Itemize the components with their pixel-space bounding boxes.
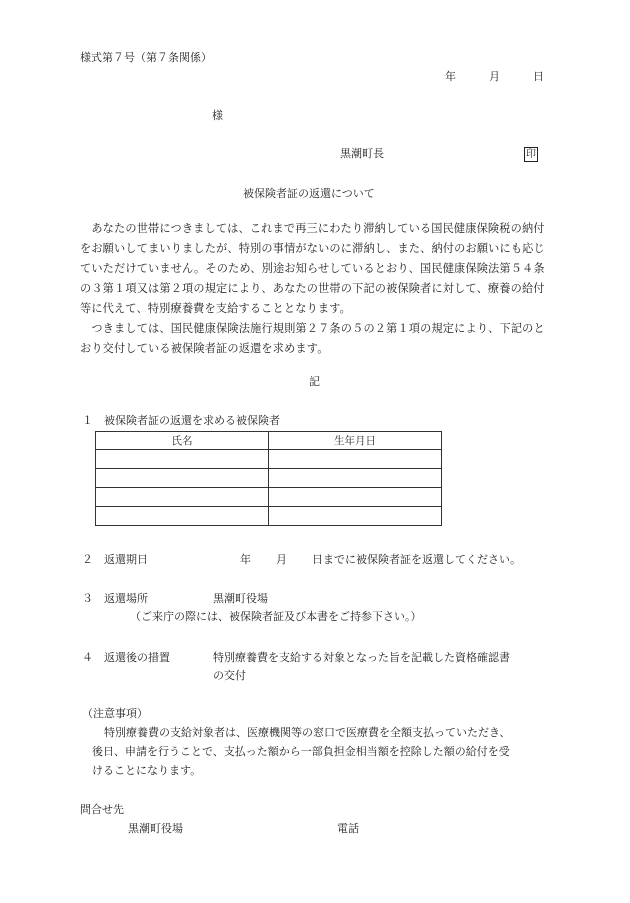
date-day: 日 bbox=[533, 70, 544, 83]
body-paragraph-2: つきましては、国民健康保険法施行規則第２７条の５の２第１項の規定により、下記のとおり交付している被保険者証の返還を求めます。 bbox=[80, 322, 545, 355]
table-header-row bbox=[96, 432, 442, 450]
header-birthdate: 生年月日 bbox=[269, 432, 442, 450]
item2-month: 月 bbox=[276, 553, 287, 566]
item3-number: ３ bbox=[82, 592, 93, 605]
insured-table bbox=[95, 431, 442, 526]
cell-name[interactable] bbox=[96, 507, 269, 526]
item4-number: ４ bbox=[82, 651, 93, 664]
item3-note: （ご来庁の際には、被保険者証及び本書をご持参下さい。） bbox=[130, 610, 422, 623]
date-year: 年 bbox=[445, 70, 456, 83]
item2-number: ２ bbox=[82, 553, 93, 566]
item4-text-line1: 特別療養費を支給する対象となった旨を記載した資格確認書 bbox=[213, 651, 510, 664]
item3-label: 返還場所 bbox=[104, 592, 148, 605]
item3-place: 黒潮町役場 bbox=[213, 592, 268, 605]
sender-title: 黒潮町長 bbox=[340, 147, 384, 160]
item1-number: １ bbox=[82, 414, 93, 427]
seal-mark: 印 bbox=[526, 149, 536, 160]
header-name: 氏名 bbox=[96, 432, 269, 450]
cell-birthdate[interactable] bbox=[269, 507, 442, 526]
item2-year: 年 bbox=[240, 553, 251, 566]
body-paragraph-1: あなたの世帯につきましては、これまで再三にわたり滞納している国民健康保険税の納付をお願いしてまいりましたが、特別の事情がないのに滞納し、また、納付のお願いにも応じていただけていません。そのため、別途お知らせしているとおり、国民健康保険法第５４条の３第１項又は第２項の規定により、あなたの世帯の下記の被保険者に対して、療養の給付等に代えて、特別療養費を支給することとなります。 bbox=[80, 222, 545, 315]
notes-line-2: 後日、申請を行うことで、支払った額から一部負担金相当額を控除した額の給付を受 bbox=[92, 745, 510, 758]
contact-office: 黒潮町役場 bbox=[128, 822, 183, 835]
table-row bbox=[96, 507, 442, 526]
form-number: 様式第７号（第７条関係） bbox=[80, 51, 212, 64]
date-line bbox=[445, 70, 544, 84]
notes-line-1: 特別療養費の支給対象者は、医療機関等の窓口で医療費を全額支払っていただき、 bbox=[104, 726, 511, 739]
addressee-suffix: 様 bbox=[212, 109, 223, 122]
notes-line-3: けることになります。 bbox=[92, 764, 202, 777]
cell-name[interactable] bbox=[96, 488, 269, 507]
notes-heading: （注意事項） bbox=[82, 707, 148, 720]
item4-label: 返還後の措置 bbox=[104, 651, 170, 664]
item2-text: 日までに被保険者証を返還してください。 bbox=[312, 553, 521, 566]
table-row bbox=[96, 450, 442, 469]
item2-label: 返還期日 bbox=[104, 553, 148, 566]
cell-birthdate[interactable] bbox=[269, 488, 442, 507]
item4-text-line2: の交付 bbox=[213, 669, 246, 682]
cell-birthdate[interactable] bbox=[269, 469, 442, 488]
table-row bbox=[96, 488, 442, 507]
cell-name[interactable] bbox=[96, 469, 269, 488]
contact-phone-label: 電話 bbox=[337, 822, 359, 835]
item1-title: 被保険者証の返還を求める被保険者 bbox=[104, 414, 280, 427]
subject-title: 被保険者証の返還について bbox=[243, 187, 375, 200]
table-row bbox=[96, 469, 442, 488]
contact-heading: 問合せ先 bbox=[80, 803, 124, 816]
cell-birthdate[interactable] bbox=[269, 450, 442, 469]
ki-heading: 記 bbox=[309, 375, 320, 388]
date-month: 月 bbox=[489, 70, 500, 83]
cell-name[interactable] bbox=[96, 450, 269, 469]
